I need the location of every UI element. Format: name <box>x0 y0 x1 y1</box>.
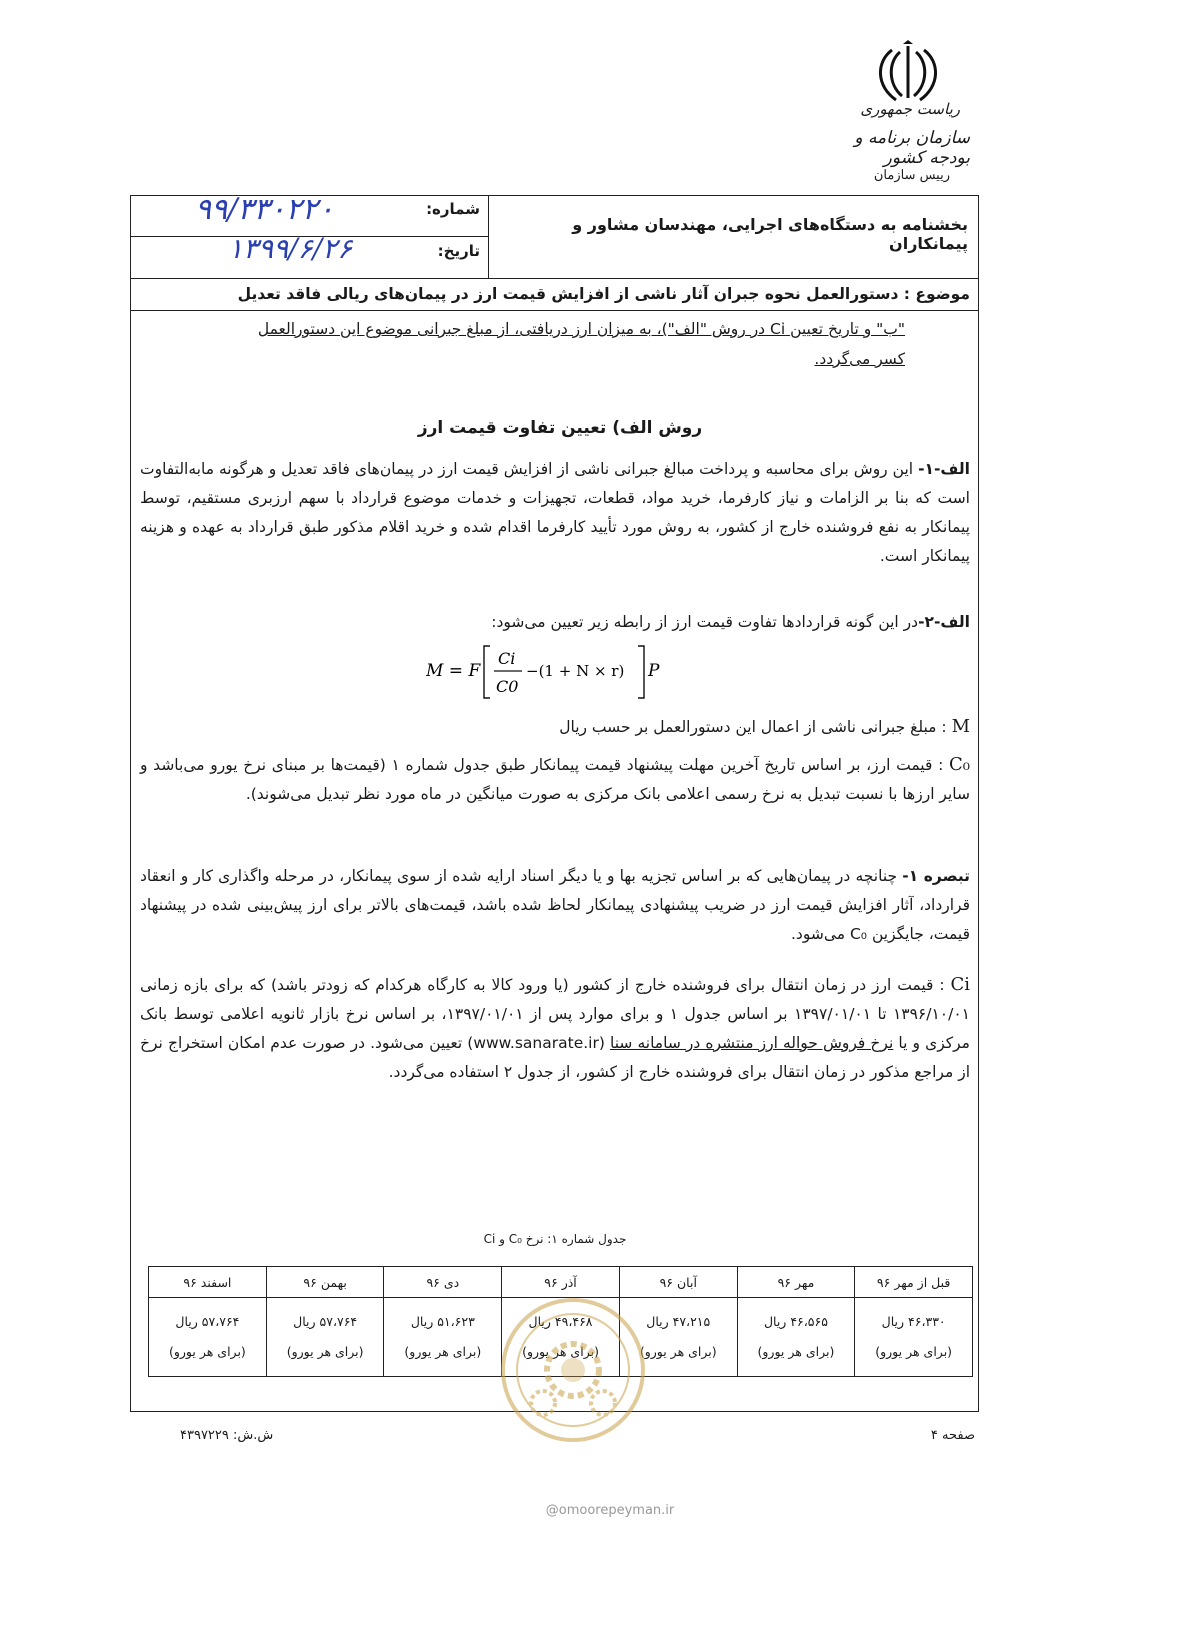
definition-text: : قیمت ارز، بر اساس تاریخ آخرین مهلت پیشنهاد قیمت پیمانکار طبق جدول شماره ۱ (قیمت‌ها بر مبنای نرخ یورو می‌باشد و سایر ارزها با نسبت تبدیل به نرخ رسمی اعلامی بانک مرکزی به صورت میانگین در ماه مورد نظر تبدیل می‌شوند). <box>140 756 970 803</box>
column-header: مهر ۹۶ <box>737 1267 855 1298</box>
note-text: چنانچه در پیمان‌هایی که بر اساس تجزیه بها و یا دیگر اسناد ارایه شده از سوی پیمانکار، در مرحله واگذاری کار و انعقاد قرارداد، آثار افزایش قیمت ارز در ضریب پیشنهادی پیمانکار لحاظ شده باشد، قیمت‌های بالاتر برای ارز پیش‌بینی شده در پیشنهاد قیمت، جایگزین C₀ می‌شود. <box>140 867 970 943</box>
seal-logo-icon <box>498 1295 648 1445</box>
paragraph-text: این روش برای محاسبه و پرداخت مبالغ جبرانی ناشی از افزایش قیمت ارز در پیمان‌های فاقد تعدیل و هرگونه مابه‌التفاوت است که بنا بر الزامات و نیاز کارفرما، خرید مواد، قطعات، تجهیزات و خدمات موضوع قرارداد با سهم ارزبری مستقیم، توسط پیمانکار به نفع فروشنده خارج از کشور، به روش مورد تأیید کارفرما اقدام شده و خرید اقلام مذکور طبق قرارداد به عهده و هزینه پیمانکار است. <box>140 460 970 565</box>
column-header: دی ۹۶ <box>384 1267 502 1298</box>
definition-text: (www.sanarate.ir) تعیین می‌شود. در صورت عدم امکان استخراج نرخ از مراجع مذکور در زمان انتقال برای فروشنده خارج از کشور، از جدول ۲ استفاده می‌گردد. <box>140 1034 970 1081</box>
date-value-handwritten: ۱۳۹۹/۶/۲۶ <box>228 232 353 265</box>
term-c0: C₀ <box>949 754 970 775</box>
rate-value: ۵۷،۷۶۴ ریال <box>175 1314 240 1329</box>
rate-unit: (برای هر یورو) <box>757 1344 835 1359</box>
rate-unit: (برای هر یورو) <box>522 1344 599 1359</box>
rate-value: ۵۷،۷۶۴ ریال <box>293 1314 358 1329</box>
org-line-organization: سازمان برنامه و بودجه کشور <box>854 128 970 168</box>
org-line-head: رییس سازمان <box>873 168 950 183</box>
formula-lhs: M = F <box>426 661 481 681</box>
header-vertical-divider <box>488 195 489 278</box>
column-header: اسفند ۹۶ <box>149 1267 267 1298</box>
rate-value: ۴۶،۳۳۰ ریال <box>881 1314 946 1329</box>
column-header: آبان ۹۶ <box>619 1267 737 1298</box>
rate-unit: (برای هر یورو) <box>639 1344 717 1359</box>
recipients-line: بخشنامه به دستگاه‌های اجرایی، مهندسان مشاور و پیمانکاران <box>572 215 968 253</box>
formula-ci: Ci <box>498 649 516 668</box>
rate-value: ۴۷،۲۱۵ ریال <box>646 1314 711 1329</box>
table-cell <box>149 1298 267 1377</box>
term-ci: Ci <box>950 974 970 995</box>
number-label: شماره: <box>426 200 480 218</box>
rate-value: ۵۱،۶۲۳ ریال <box>410 1314 475 1329</box>
table-caption: جدول شماره ۱: نرخ C₀ و Ci <box>483 1232 627 1246</box>
rate-value: ۴۶،۵۶۵ ریال <box>763 1314 828 1329</box>
rate-unit: (برای هر یورو) <box>875 1344 953 1359</box>
continuation-line-1: "ب" و تاریخ تعیین Ci در روش "الف")، به میزان ارز دریافتی، از مبلغ جبرانی موضوع این دستورالعمل <box>257 320 905 338</box>
definition-ci <box>140 970 970 1087</box>
formula-p: P <box>648 661 660 681</box>
compensation-formula <box>426 640 666 702</box>
column-header: بهمن ۹۶ <box>266 1267 384 1298</box>
section-title: روش الف) تعیین تفاوت قیمت ارز <box>417 418 703 438</box>
number-value-handwritten: ۹۹/۳۳۰۲۲۰ <box>195 192 335 227</box>
formula-rest: −(1 + N × r) <box>526 662 625 680</box>
table-cell <box>266 1298 384 1377</box>
definition-c0 <box>140 750 970 809</box>
rate-value: ۴۹،۴۶۸ ریال <box>528 1314 593 1329</box>
note-1 <box>140 862 970 949</box>
paragraph-label: الف-۱- <box>918 460 970 478</box>
page-number: صفحه ۴ <box>930 1428 975 1443</box>
header-divider <box>130 278 979 279</box>
site-watermark: @omoorepeyman.ir <box>545 1503 675 1518</box>
continuation-line-2: کسر می‌گردد. <box>814 350 905 368</box>
definition-text-underlined: نرخ فروش حواله ارز منتشره در سامانه سنا <box>609 1034 894 1052</box>
rate-unit: (برای هر یورو) <box>168 1344 246 1359</box>
org-line-presidency: ریاست جمهوری <box>860 100 960 118</box>
table-cell <box>384 1298 502 1377</box>
definition-text: : قیمت ارز در زمان انتقال برای فروشنده خارج از کشور (یا ورود کالا به کارگاه هرکدام که زودتر باشد) که برای بازه زمانی ۱۳۹۶/۱۰/۰۱ تا ۱۳۹۷/۰۱/۰۱ بر اساس جدول ۱ و برای موارد پس از ۱۳۹۷/۰۱/۰۱، بر اساس نرخ بازار ثانویه اعلامی توسط بانک مرکزی و یا <box>140 976 970 1052</box>
table-header-row <box>149 1267 973 1298</box>
paragraph-label: الف-۲- <box>918 613 970 631</box>
subject-line: موضوع : دستورالعمل نحوه جبران آثار ناشی از افزایش قیمت ارز در پیمان‌های ریالی فاقد تعدیل <box>237 285 970 303</box>
definition-m <box>140 712 970 742</box>
paragraph-alef-2 <box>140 608 970 637</box>
iran-emblem-icon <box>872 40 944 104</box>
column-header: قبل از مهر ۹۶ <box>855 1267 973 1298</box>
date-label: تاریخ: <box>437 242 480 260</box>
table-cell <box>737 1298 855 1377</box>
table-cell <box>855 1298 973 1377</box>
paragraph-text: در این گونه قراردادها تفاوت قیمت ارز از رابطه زیر تعیین می‌شود: <box>491 613 919 631</box>
column-header: آذر ۹۶ <box>502 1267 620 1298</box>
note-label: تبصره ۱- <box>902 867 970 885</box>
formula-c0: C0 <box>496 677 519 696</box>
rate-unit: (برای هر یورو) <box>286 1344 364 1359</box>
paragraph-alef-1 <box>140 455 970 571</box>
term-m: M <box>951 716 970 737</box>
subject-divider <box>130 310 979 311</box>
registration-number: ش.ش: ۴۳۹۷۲۲۹ <box>180 1428 274 1443</box>
rate-unit: (برای هر یورو) <box>404 1344 482 1359</box>
definition-text: : مبلغ جبرانی ناشی از اعمال این دستورالعمل بر حسب ریال <box>559 718 952 736</box>
